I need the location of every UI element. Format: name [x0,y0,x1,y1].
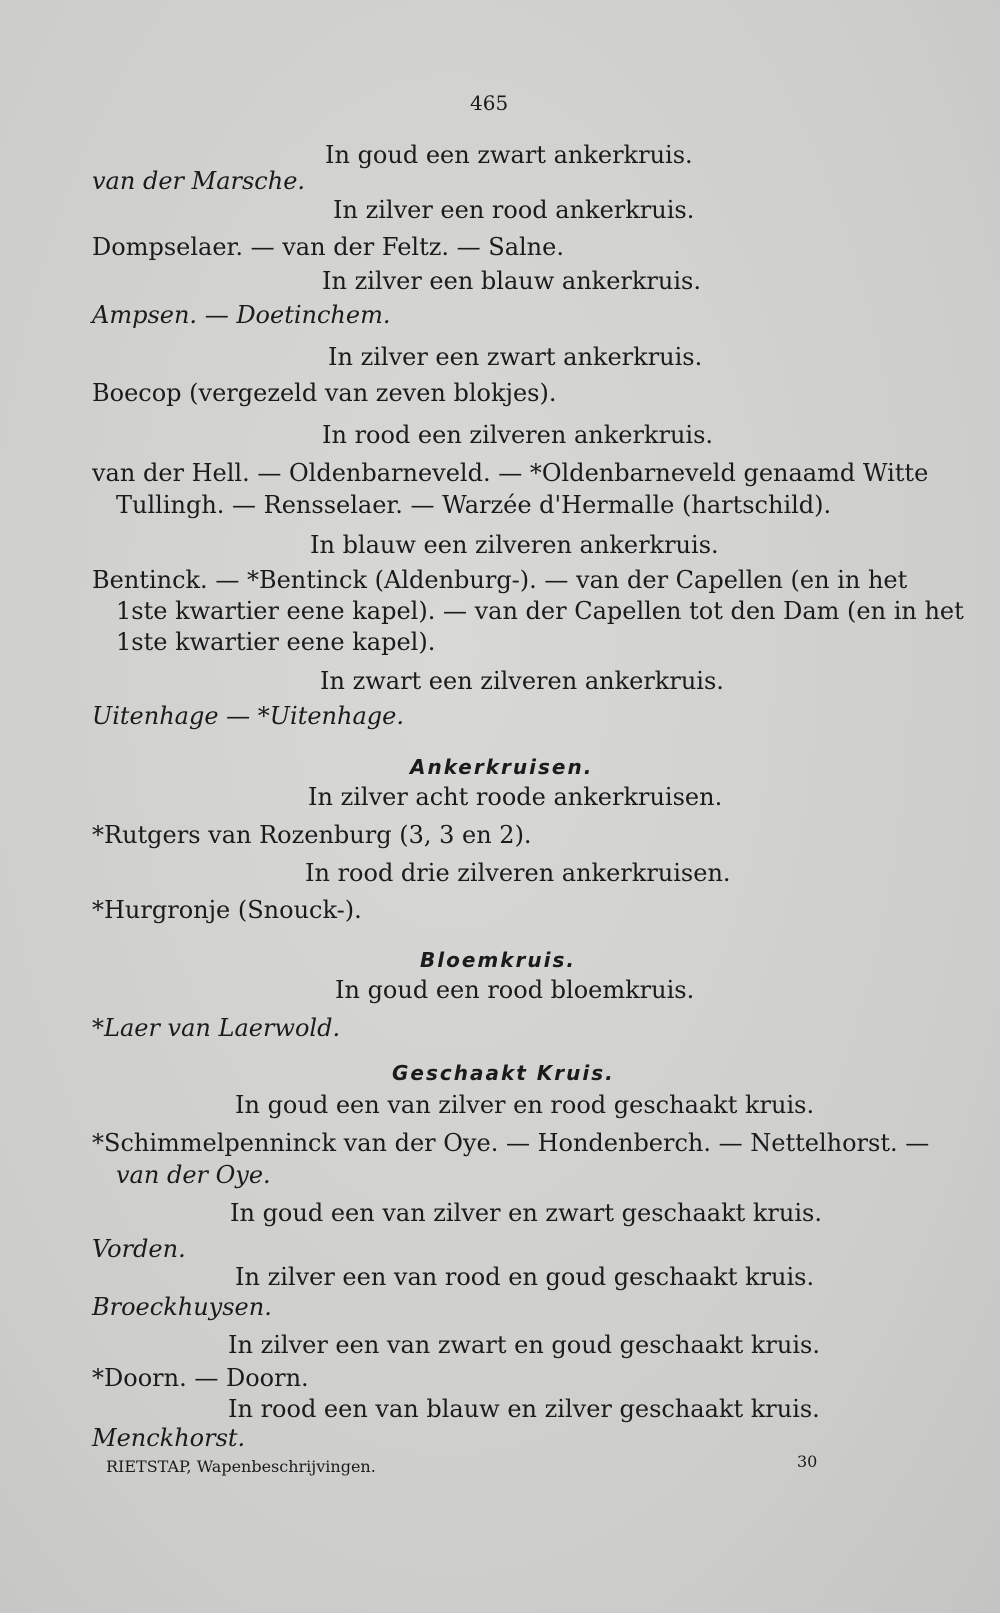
text-line: *Hurgronje (Snouck-). [92,896,362,924]
text-line: Menckhorst. [92,1424,246,1452]
text-line: *Schimmelpenninck van der Oye. — Hondenberch. — Nettelhorst. — [92,1129,930,1157]
text-line: In rood een van blauw en zilver geschaakt kruis. [228,1395,820,1423]
text-line: In goud een zwart ankerkruis. [325,141,693,169]
text-line: Bentinck. — *Bentinck (Aldenburg-). — van der Capellen (en in het [92,566,908,594]
section-heading: Geschaakt Kruis. [392,1061,615,1085]
text-line: In rood een zilveren ankerkruis. [322,421,714,449]
text-line: In zilver een zwart ankerkruis. [328,343,703,371]
text-line: van der Hell. — Oldenbarneveld. — *Oldenbarneveld genaamd Witte [92,459,929,487]
text-line: Uitenhage — *Uitenhage. [92,702,404,730]
text-line: In zilver acht roode ankerkruisen. [308,783,723,811]
text-line: Dompselaer. — van der Feltz. — Salne. [92,233,564,261]
text-line: 1ste kwartier eene kapel). — van der Capellen tot den Dam (en in het [116,597,964,625]
text-line: 1ste kwartier eene kapel). [116,628,436,656]
text-line: In blauw een zilveren ankerkruis. [310,531,719,559]
section-heading: Bloemkruis. [420,948,577,972]
text-line: In zilver een van rood en goud geschaakt kruis. [235,1263,815,1291]
section-heading: Ankerkruisen. [410,755,594,779]
text-line: Ampsen. — Doetinchem. [92,301,391,329]
text-line: *Laer van Laerwold. [92,1014,341,1042]
text-line: Broeckhuysen. [92,1293,272,1321]
text-line: *Doorn. — Doorn. [92,1364,309,1392]
text-line: In goud een van zilver en rood geschaakt kruis. [235,1091,815,1119]
text-line: In goud een rood bloemkruis. [335,976,695,1004]
text-line: van der Marsche. [92,167,306,195]
signature-mark: 30 [797,1452,818,1471]
text-line: van der Oye. [116,1161,271,1189]
footer-source: RIETSTAP, Wapenbeschrijvingen. [106,1457,376,1476]
text-line: In zwart een zilveren ankerkruis. [320,667,724,695]
text-line: In rood drie zilveren ankerkruisen. [305,859,731,887]
text-line: In goud een van zilver en zwart geschaakt kruis. [230,1199,822,1227]
text-line: In zilver een blauw ankerkruis. [322,267,701,295]
text-line: Tullingh. — Rensselaer. — Warzée d'Hermalle (hartschild). [116,491,832,519]
text-line: Vorden. [92,1235,186,1263]
page-number: 465 [470,91,509,115]
text-line: Boecop (vergezeld van zeven blokjes). [92,379,557,407]
text-line: In zilver een rood ankerkruis. [333,196,695,224]
text-line: *Rutgers van Rozenburg (3, 3 en 2). [92,821,532,849]
text-line: In zilver een van zwart en goud geschaakt kruis. [228,1331,820,1359]
